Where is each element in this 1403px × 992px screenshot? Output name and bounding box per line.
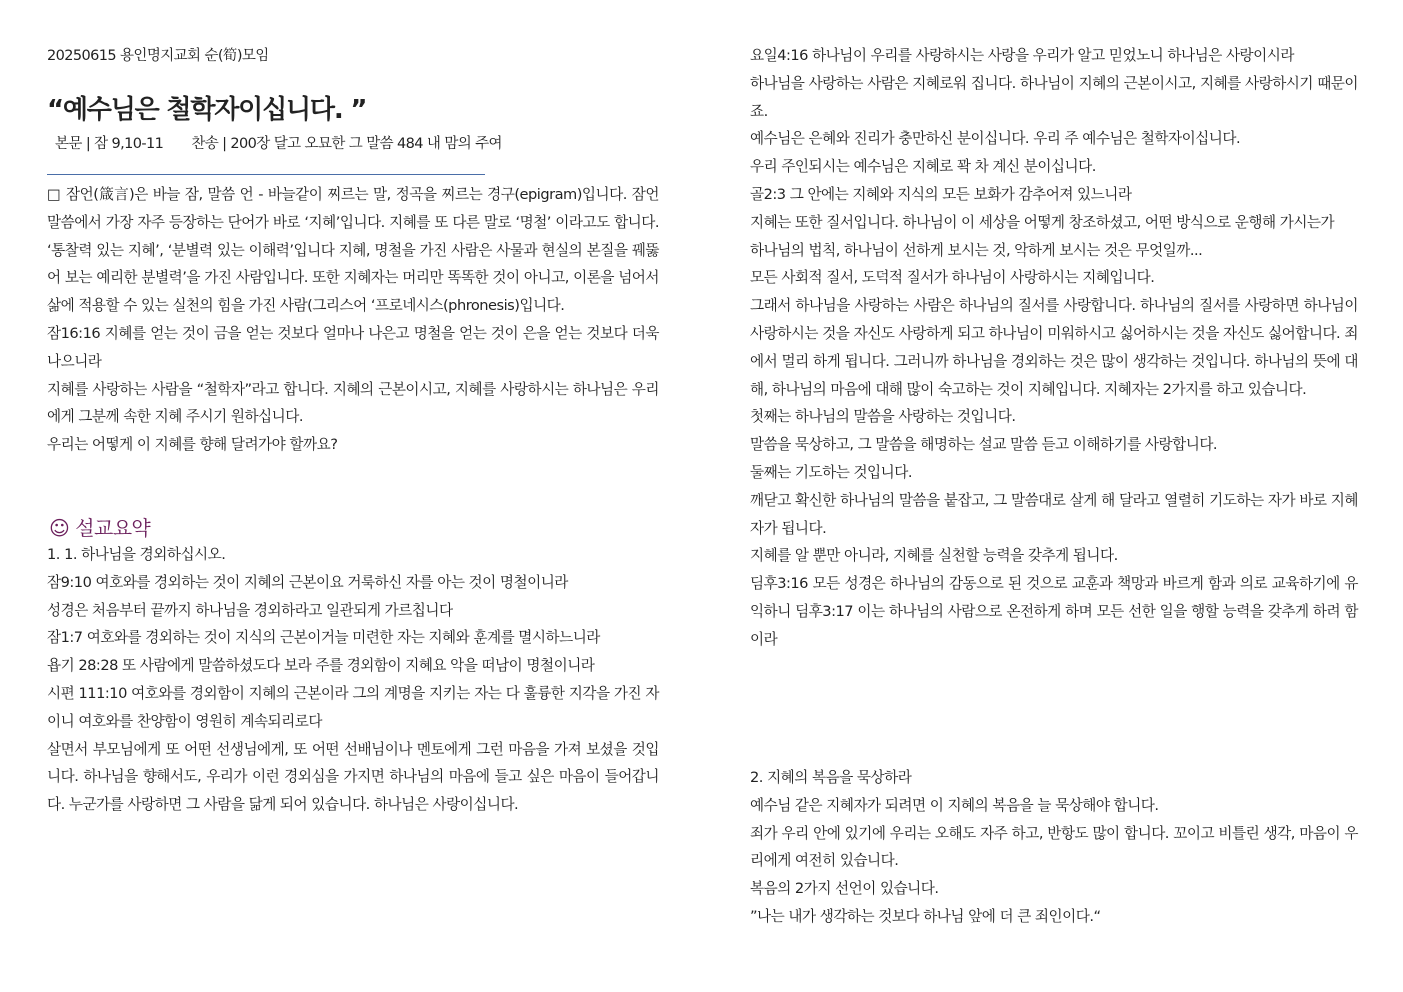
body-paragraph: 예수님 같은 지혜자가 되려면 이 지혜의 복음을 늘 묵상해야 합니다.: [750, 796, 1159, 814]
right-part-2: [750, 764, 1358, 931]
body-paragraph: 딤후3:16 모든 성경은 하나님의 감동으로 된 것으로 교훈과 책망과 바르게 함과 의로 교육하기에 유익하니 딤후3:17 이는 하나님의 사람으로 온전하게 하며 모든 선한 일을 행할 능력을 갖추게 하려 함이라: [750, 575, 1358, 648]
summary-section: [47, 541, 659, 819]
body-paragraph: 요일4:16 하나님이 우리를 사랑하시는 사랑을 우리가 알고 믿었노니 하나님은 사랑이시라: [750, 47, 1294, 64]
body-paragraph: 하나님의 법칙, 하나님이 선하게 보시는 것, 악하게 보시는 것은 무엇일까...: [750, 241, 1203, 259]
intro-paragraph: 잠16:16 지혜를 얻는 것이 금을 얻는 것보다 얼마나 나은고 명철을 얻는 것이 은을 얻는 것보다 더욱 나으니라: [47, 324, 659, 370]
body-paragraph: 말씀을 묵상하고, 그 말씀을 해명하는 설교 말씀 듣고 이해하기를 사랑합니다.: [750, 436, 1218, 454]
intro-paragraph: 지혜를 사랑하는 사람을 “철학자”라고 합니다. 지혜의 근본이시고, 지혜를 사랑하시는 하나님은 우리에게 그분께 속한 지혜 주시기 원하십니다.: [47, 380, 659, 426]
body-paragraph: 지혜는 또한 질서입니다. 하나님이 이 세상을 어떻게 창조하셨고, 어떤 방식으로 운행해 가시는가: [750, 213, 1335, 231]
summary-heading-text: 설교요약: [75, 516, 151, 540]
scripture-reference: 본문 | 잠 9,10-11: [55, 136, 164, 152]
body-paragraph: 죄가 우리 안에 있기에 우리는 오해도 자주 하고, 반항도 많이 합니다. 꼬이고 비틀린 생각, 마음이 우리에게 여전히 있습니다.: [750, 824, 1358, 870]
body-paragraph: 하나님을 사랑하는 사람은 지혜로워 집니다. 하나님이 지혜의 근본이시고, 지혜를 사랑하시기 때문이죠.: [750, 74, 1358, 120]
intro-paragraph: 우리는 어떻게 이 지혜를 향해 달려가야 할까요?: [47, 436, 338, 454]
intro-paragraph: □ 잠언(箴言)은 바늘 잠, 말씀 언 - 바늘같이 찌르는 말, 정곡을 찌르는 경구(epigram)입니다. 잠언 말씀에서 가장 자주 등장하는 단어가 바로 ‘지혜’입니다. 지혜를 또 다른 말로 ‘명철’ 이라고도 합니다. ‘통찰력 있는 지혜’, ‘분별력 있는 이해력’입니다 지혜, 명철을 가진 사람은 사물과 현실의 본질을 꿰뚫어 보는 예리한 분별력’을 가진 사람입니다. 또한 지혜자는 머리만 똑똑한 것이 아니고, 이론을 넘어서 삶에 적용할 수 있는 실천의 힘을 가진 사람(그리스어 ‘프로네시스(phronesis)입니다.: [47, 186, 659, 315]
summary-paragraph: 성경은 처음부터 끝까지 하나님을 경외하라고 일관되게 가르칩니다: [47, 601, 453, 619]
body-paragraph: 모든 사회적 질서, 도덕적 질서가 하나님이 사랑하시는 지혜입니다.: [750, 269, 1155, 287]
smile-icon: ☺: [49, 516, 70, 540]
body-paragraph: 골2:3 그 안에는 지혜와 지식의 모든 보화가 감추어져 있느니라: [750, 185, 1132, 203]
intro-section: [47, 181, 659, 459]
body-paragraph: 둘째는 기도하는 것입니다.: [750, 463, 912, 481]
body-paragraph: 우리 주인되시는 예수님은 지혜로 꽉 차 계신 분이십니다.: [750, 158, 1096, 176]
body-paragraph: 복음의 2가지 선언이 있습니다.: [750, 880, 939, 898]
body-paragraph: 첫째는 하나님의 말씀을 사랑하는 것입니다.: [750, 408, 1016, 426]
meeting-line: 20250615 용인명지교회 순(筍)모임: [47, 48, 269, 64]
scripture-hymn-line: [55, 132, 502, 153]
summary-heading: [49, 512, 150, 541]
summary-paragraph: 욥기 28:28 또 사람에게 말씀하셨도다 보라 주를 경외함이 지혜요 악을 떠남이 명철이니라: [47, 657, 595, 675]
summary-paragraph: 잠1:7 여호와를 경외하는 것이 지식의 근본이거늘 미련한 자는 지혜와 훈계를 멸시하느니라: [47, 629, 600, 647]
summary-paragraph: 살면서 부모님에게 또 어떤 선생님에게, 또 어떤 선배님이나 멘토에게 그런 마음을 가져 보셨을 것입니다. 하나님을 향해서도, 우리가 이런 경외심을 가지면 하나님의 마음에 들고 싶은 마음이 들어갑니다. 누군가를 사랑하면 그 사람을 닮게 되어 있습니다. 하나님은 사랑이십니다.: [47, 740, 659, 814]
divider: [47, 174, 485, 175]
body-paragraph: 지혜를 알 뿐만 아니라, 지혜를 실천할 능력을 갖추게 됩니다.: [750, 547, 1118, 565]
hymn-reference: 찬송 | 200장 달고 오묘한 그 말씀 484 내 맘의 주여: [191, 136, 502, 152]
right-part-1: [750, 42, 1358, 654]
body-paragraph: 깨닫고 확신한 하나님의 말씀을 붙잡고, 그 말씀대로 살게 해 달라고 열렬히 기도하는 자가 바로 지혜자가 됩니다.: [750, 491, 1358, 537]
body-paragraph: ”나는 내가 생각하는 것보다 하나님 앞에 더 큰 죄인이다.“: [750, 907, 1101, 925]
summary-paragraph: 잠9:10 여호와를 경외하는 것이 지혜의 근본이요 거룩하신 자를 아는 것이 명철이니라: [47, 573, 568, 591]
section-heading-2: 2. 지혜의 복음을 묵상하라: [750, 769, 912, 786]
summary-paragraph: 1. 1. 하나님을 경외하십시오.: [47, 546, 226, 563]
page-title: “예수님은 철학자이십니다. ”: [47, 95, 367, 125]
summary-paragraph: 시편 111:10 여호와를 경외함이 지혜의 근본이라 그의 계명을 지키는 자는 다 훌륭한 지각을 가진 자이니 여호와를 찬양함이 영원히 계속되리로다: [47, 684, 659, 730]
body-paragraph: 그래서 하나님을 사랑하는 사람은 하나님의 질서를 사랑합니다. 하나님의 질서를 사랑하면 하나님이 사랑하시는 것을 자신도 사랑하게 되고 하나님이 미워하시고 싫어하시는 것을 자신도 싫어합니다. 죄에서 멀리 하게 됩니다. 그러니까 하나님을 경외하는 것은 많이 생각하는 것입니다. 하나님의 뜻에 대해, 하나님의 마음에 대해 많이 숙고하는 것이 지혜입니다. 지혜자는 2가지를 하고 있습니다.: [750, 297, 1358, 398]
body-paragraph: 예수님은 은혜와 진리가 충만하신 분이십니다. 우리 주 예수님은 철학자이십니다.: [750, 130, 1241, 148]
